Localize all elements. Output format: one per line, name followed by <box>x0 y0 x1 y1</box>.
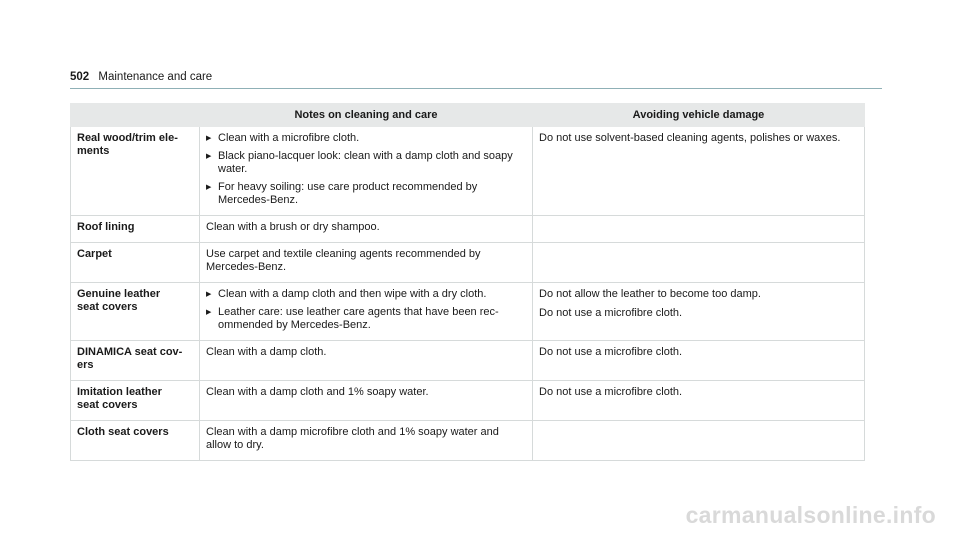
notes-cell <box>200 127 533 216</box>
notes-text: Clean with a damp cloth and 1% soapy water. <box>206 386 429 398</box>
notes-text: Clean with a brush or dry shampoo. <box>206 221 380 233</box>
table-row <box>71 421 865 461</box>
notes-cell <box>200 341 533 381</box>
notes-list <box>206 132 526 207</box>
column-header-notes: Notes on cleaning and care <box>200 104 533 127</box>
row-label: Imitation leather seat covers <box>71 381 200 421</box>
section-title: Maintenance and care <box>98 71 213 83</box>
row-label: Roof lining <box>71 216 200 243</box>
damage-cell <box>533 216 865 243</box>
list-item: ▶ Clean with a damp cloth and then wipe with a dry cloth. <box>206 288 526 301</box>
list-item: ▶ Black piano-lacquer look: clean with a damp cloth and soapy water. <box>206 150 526 176</box>
notes-cell <box>200 243 533 283</box>
damage-cell <box>533 381 865 421</box>
page-header <box>70 70 882 89</box>
table-row <box>71 341 865 381</box>
notes-text: Clean with a damp cloth. <box>206 346 327 358</box>
cleaning-care-table <box>70 103 865 461</box>
table-row <box>71 216 865 243</box>
notes-cell <box>200 216 533 243</box>
table-header-row <box>71 104 865 127</box>
notes-cell <box>200 381 533 421</box>
notes-text: Clean with a damp microfibre cloth and 1% soapy water and allow to dry. <box>206 426 499 451</box>
notes-cell <box>200 283 533 341</box>
damage-text: Do not use a microfibre cloth. <box>539 346 683 358</box>
table-row <box>71 283 865 341</box>
table-row <box>71 243 865 283</box>
damage-text: Do not allow the leather to become too damp. <box>539 288 761 300</box>
column-header-item <box>71 104 200 127</box>
table-row <box>71 381 865 421</box>
damage-cell <box>533 243 865 283</box>
notes-cell <box>200 421 533 461</box>
damage-cell <box>533 283 865 341</box>
row-label: Real wood/trim ele- ments <box>71 127 200 216</box>
list-item: ▶ Clean with a microfibre cloth. <box>206 132 526 145</box>
damage-cell <box>533 127 865 216</box>
damage-text: Do not use a microfibre cloth. <box>539 386 683 398</box>
row-label: Carpet <box>71 243 200 283</box>
damage-cell <box>533 341 865 381</box>
damage-cell <box>533 421 865 461</box>
notes-text: Use carpet and textile cleaning agents recommended by Mercedes-Benz. <box>206 248 481 273</box>
column-header-damage: Avoiding vehicle damage <box>533 104 865 127</box>
list-item: ▶ For heavy soiling: use care product recommended by Mercedes-Benz. <box>206 181 526 207</box>
notes-list <box>206 288 526 332</box>
damage-text: Do not use a microfibre cloth. <box>539 307 683 319</box>
row-label: Cloth seat covers <box>71 421 200 461</box>
row-label: DINAMICA seat cov- ers <box>71 341 200 381</box>
list-item: ▶ Leather care: use leather care agents that have been rec-ommended by Mercedes-Benz. <box>206 306 526 332</box>
damage-text: Do not use solvent-based cleaning agents, polishes or waxes. <box>539 132 841 144</box>
row-label: Genuine leather seat covers <box>71 283 200 341</box>
table-row <box>71 127 865 216</box>
page-number: 502 <box>70 71 90 83</box>
watermark: carmanualsonline.info <box>685 502 936 528</box>
